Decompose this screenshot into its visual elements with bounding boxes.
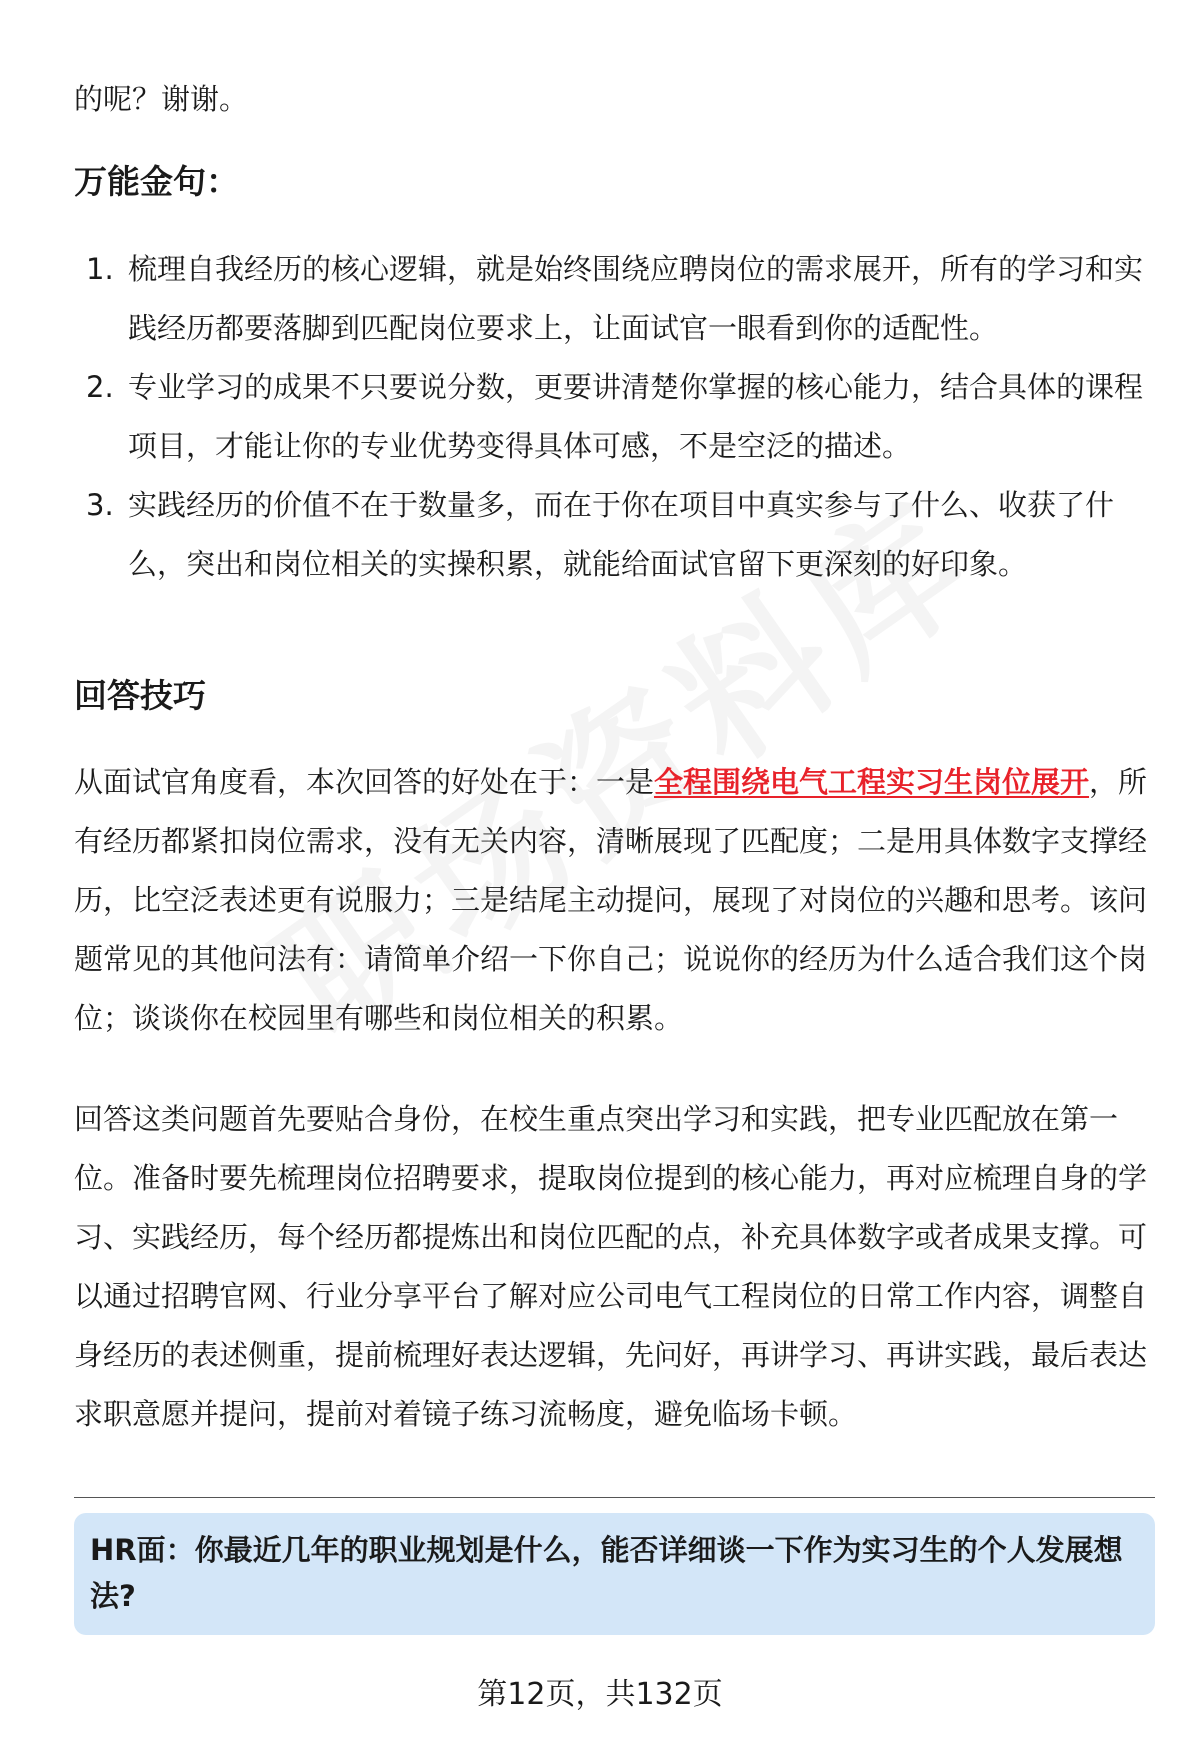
section-divider <box>74 1497 1155 1498</box>
page-footer: 第12页，共132页 <box>477 1677 723 1712</box>
hr-question-box <box>74 1513 1155 1635</box>
hr-question-text: HR面：你最近几年的职业规划是什么，能否详细谈一下作为实习生的个人发展想法? <box>90 1533 1123 1613</box>
list-text: 专业学习的成果不只要说分数，更要讲清楚你掌握的核心能力，结合具体的课程项目，才能让你的专业优势变得具体可感，不是空泛的描述。 <box>128 370 1144 463</box>
para1-lead: 从面试官角度看，本次回答的好处在于：一是 <box>74 765 655 799</box>
list-item <box>74 476 1154 594</box>
list-item <box>74 240 1154 358</box>
list-text: 梳理自我经历的核心逻辑，就是始终围绕应聘岗位的需求展开，所有的学习和实践经历都要落脚到匹配岗位要求上，让面试官一眼看到你的适配性。 <box>128 252 1144 345</box>
intro-tail: 的呢？谢谢。 <box>74 82 249 116</box>
list-text: 实践经历的价值不在于数量多，而在于你在项目中真实参与了什么、收获了什么，突出和岗位相关的实操积累，就能给面试官留下更深刻的好印象。 <box>128 488 1115 581</box>
golden-sentences-heading: 万能金句： <box>74 162 239 201</box>
list-number: 1. <box>86 252 114 286</box>
answer-tips-heading: 回答技巧 <box>74 676 206 715</box>
para1-rest: ，所有经历都紧扣岗位需求，没有无关内容，清晰展现了匹配度；二是用具体数字支撑经历，比空泛表述更有说服力；三是结尾主动提问，展现了对岗位的兴趣和思考。该问题常见的其他问法有：请简单介绍一下你自己；说说你的经历为什么适合我们这个岗位；谈谈你在校园里有哪些和岗位相关的积累。 <box>74 765 1148 1035</box>
highlight-text: 全程围绕电气工程实习生岗位展开 <box>654 765 1090 799</box>
answer-tips-paragraph-1 <box>74 753 1154 1048</box>
list-number: 2. <box>86 370 114 404</box>
list-item <box>74 358 1154 476</box>
list-number: 3. <box>86 488 114 522</box>
answer-tips-paragraph-2: 回答这类问题首先要贴合身份，在校生重点突出学习和实践，把专业匹配放在第一位。准备时要先梳理岗位招聘要求，提取岗位提到的核心能力，再对应梳理自身的学习、实践经历，每个经历都提炼出和岗位匹配的点，补充具体数字或者成果支撑。可以通过招聘官网、行业分享平台了解对应公司电气工程岗位的日常工作内容，调整自身经历的表述侧重，提前梳理好表达逻辑，先问好，再讲学习、再讲实践，最后表达求职意愿并提问，提前对着镜子练习流畅度，避免临场卡顿。 <box>74 1102 1148 1431</box>
